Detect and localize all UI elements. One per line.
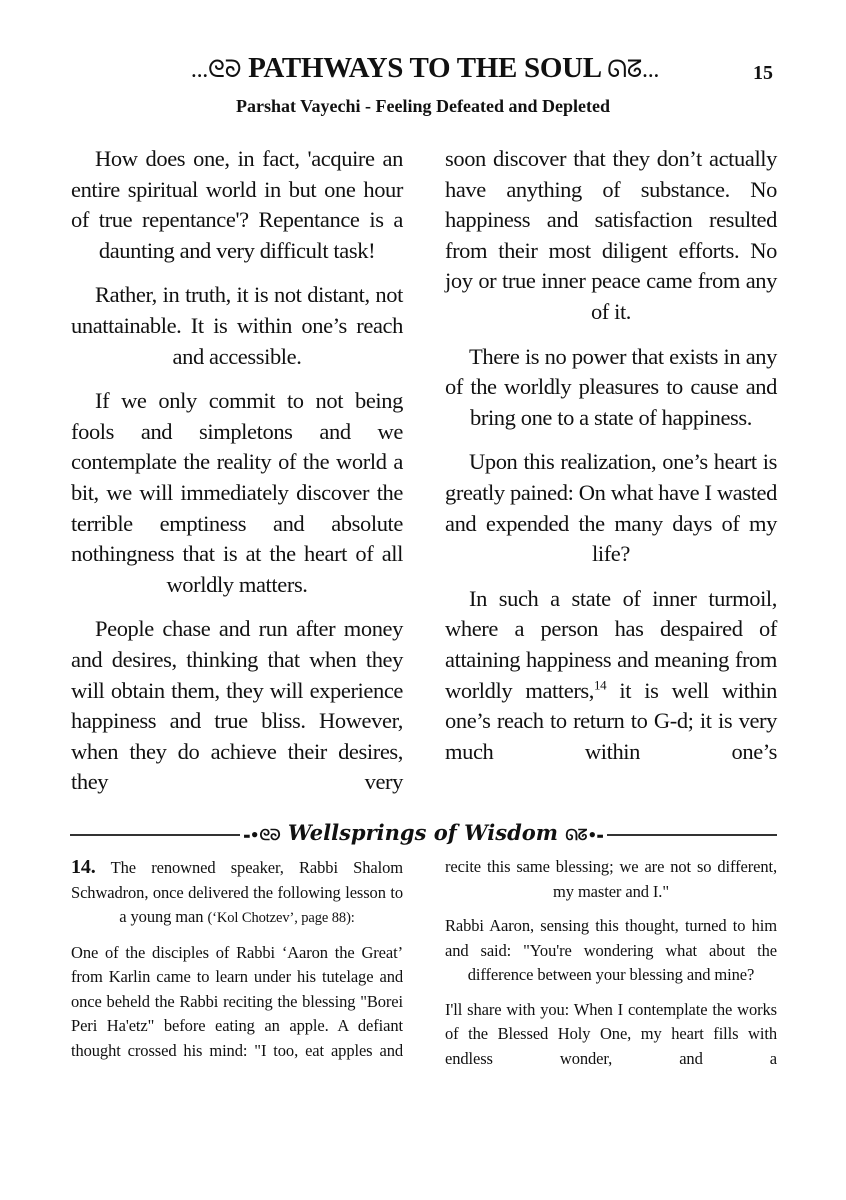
ornament-right-icon: ᘏᘔ... xyxy=(607,57,660,83)
paragraph: There is no power that exists in any of the worldly pleasures to cause and bring one to a state of happiness. xyxy=(445,343,777,430)
footnote-column-left xyxy=(71,855,403,1073)
page-number: 15 xyxy=(753,62,773,84)
footnote-text: The renowned speaker, Rabbi Shalom Schwadron, once delivered the following lesson to a young man xyxy=(71,858,403,926)
running-header xyxy=(0,52,846,92)
paragraph: How does one, in fact, 'acquire an entire spiritual world in but one hour of true repentance'? Repentance is a daunting and very difficult task! xyxy=(71,146,403,263)
main-column-left xyxy=(71,144,403,812)
footnote-paragraph: recite this same blessing; we are not so different, my master and I." xyxy=(445,857,777,901)
footnote-divider xyxy=(70,822,777,846)
footnote-number: 14. xyxy=(71,856,96,878)
divider-title: Wellsprings of Wisdom xyxy=(287,820,559,845)
footnote-source: (‘Kol Chotzev’, page 88): xyxy=(207,910,355,926)
chapter-subtitle: Parshat Vayechi - Feeling Defeated and Depleted xyxy=(236,96,610,116)
divider-label xyxy=(70,820,777,845)
main-column-right xyxy=(445,144,777,781)
footnote-paragraph: Rabbi Aaron, sensing this thought, turned to him and said: "You're wondering what about the difference between your blessing and mine? xyxy=(445,916,777,984)
ornament-right-icon: ᘏᘔ•⁃ xyxy=(565,826,604,844)
paragraph: Upon this realization, one’s heart is greatly pained: On what have I wasted and expended the many days of my life? xyxy=(445,449,777,567)
ornament-left-icon: ⁃•ᘓᘐ xyxy=(243,826,281,844)
footnote-column-right xyxy=(445,855,777,1081)
footnote-paragraph xyxy=(71,855,403,931)
footnote-paragraph: One of the disciples of Rabbi ‘Aaron the Great’ from Karlin came to learn under his tutelage and once beheld the Rabbi reciting the blessing "Borei Peri Ha'etz" before eating an apple. A defiant thought crossed his mind: "I too, eat apples and xyxy=(71,942,403,1060)
book-title xyxy=(130,52,720,85)
footnote-reference[interactable]: 14 xyxy=(594,677,607,692)
footnote-paragraph: I'll share with you: When I contemplate the works of the Blessed Holy One, my heart fills with endless wonder, and a xyxy=(445,999,777,1068)
paragraph: People chase and run after money and desires, thinking that when they will obtain them, they will experience happiness and true bliss. However, when they do achieve their desires, they very xyxy=(71,616,403,795)
paragraph-text: it is well within one’s reach to return to G-d; it is very much within one’s xyxy=(445,677,777,764)
book-title-text: PATHWAYS TO THE SOUL xyxy=(248,52,601,84)
paragraph xyxy=(445,584,777,768)
ornament-left-icon: ...ᘓᘐ xyxy=(190,57,242,83)
paragraph: Rather, in truth, it is not distant, not unattainable. It is within one’s reach and accessible. xyxy=(71,282,403,369)
paragraph: soon discover that they don’t actually have anything of substance. No happiness and satisfaction resulted from their most diligent efforts. No joy or true inner peace came from any of it. xyxy=(445,146,777,324)
paragraph: If we only commit to not being fools and simpletons and we contemplate the reality of the world a bit, we will immediately discover the terrible emptiness and absolute nothingness that is at the heart of all worldly matters. xyxy=(71,388,403,597)
paragraph-text: In such a state of inner turmoil, where a person has despaired of attaining happiness and meaning from worldly matters, xyxy=(445,585,777,703)
